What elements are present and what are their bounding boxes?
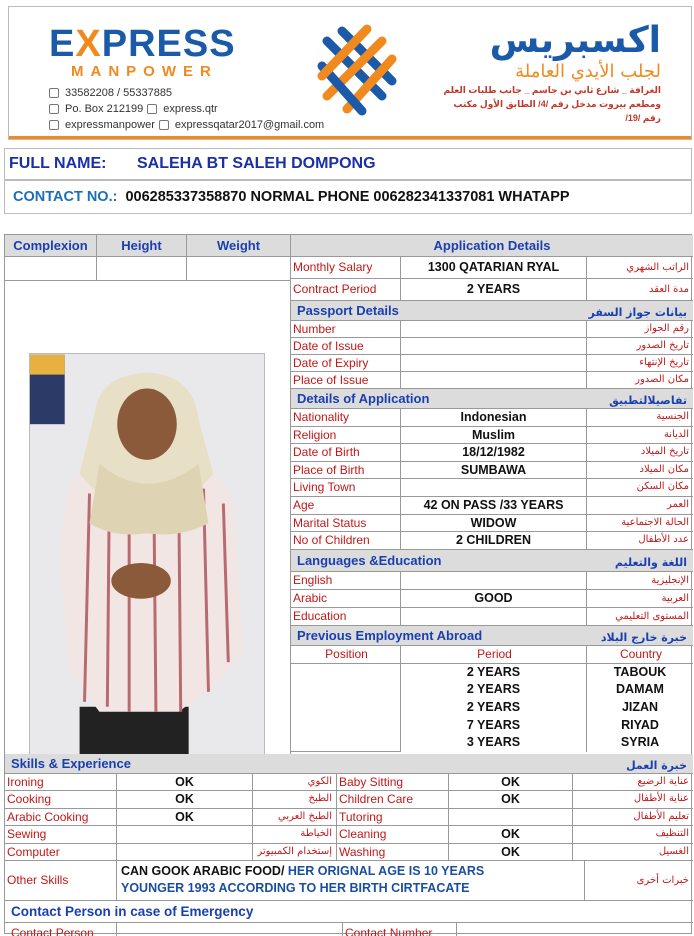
- details-row-label-ar: تاريخ الميلاد: [587, 444, 693, 462]
- other-skills-birth-note: YOUNGER 1993 ACCORDING TO HER BIRTH CIRTFACATE: [121, 881, 470, 895]
- company-contacts: [49, 85, 324, 133]
- passport-section-title-ar: بيانات جواز السفر: [588, 306, 687, 319]
- languages-section-title-ar: اللغة والتعليم: [614, 555, 687, 569]
- application-row-label: Contract Period: [291, 279, 401, 301]
- arabic-address-2: ومطعم بيروت مدخل رقم /4/ الطابق الأول مكتب رقم /19/: [453, 99, 661, 123]
- details-section: [291, 389, 693, 409]
- employment-country-header: Country: [587, 646, 693, 664]
- company-email: expressqatar2017@gmail.com: [174, 119, 325, 131]
- details-row-label: Nationality: [291, 409, 401, 427]
- details-section-title-ar: تفاصيلالتطبيق: [609, 394, 687, 407]
- employment-country: RIYAD: [621, 717, 659, 732]
- passport-row-label-ar: مكان الصدور: [587, 372, 693, 389]
- passport-row-value: [401, 372, 587, 389]
- details-row-label-ar: العمر: [587, 497, 693, 515]
- passport-section: [291, 301, 693, 321]
- applicant-photo: [29, 353, 265, 755]
- cv-table: [4, 234, 692, 934]
- email-icon: [159, 120, 169, 130]
- mailbox-icon: [49, 104, 59, 114]
- passport-row-value: [401, 321, 587, 338]
- company-pobox: Po. Box 212199: [65, 103, 144, 115]
- skill-value: [117, 826, 253, 843]
- skills-title-ar: خبرة العمل: [626, 759, 687, 772]
- skill-label-2: Tutoring: [337, 809, 449, 826]
- employment-period: 7 YEARS: [401, 717, 587, 735]
- skill-label-2-ar: التنظيف: [573, 826, 693, 843]
- details-row-value: Indonesian: [401, 409, 587, 427]
- skill-value: OK: [117, 791, 253, 808]
- application-row-label-ar: الراتب الشهري: [587, 257, 693, 279]
- skill-label: Sewing: [5, 826, 117, 843]
- weight-value: [187, 257, 291, 281]
- employment-section: [291, 626, 693, 646]
- company-web: express.qtr: [163, 103, 218, 115]
- other-skills-label-ar: خبرات أخرى: [585, 861, 693, 901]
- details-row-label-ar: عدد الأطفال: [587, 532, 693, 550]
- header-divider: [9, 136, 691, 139]
- passport-row-label: Date of Issue: [291, 338, 401, 355]
- other-skills-text: [117, 861, 585, 901]
- company-emblem-icon: [312, 21, 402, 121]
- employment-period-header: Period: [401, 646, 587, 664]
- employment-country: SYRIA: [620, 735, 660, 750]
- languages-row-label: Arabic: [291, 590, 401, 608]
- passport-row-label: Number: [291, 321, 401, 338]
- contact-row: [4, 180, 692, 214]
- full-name-label: FULL NAME:: [9, 155, 107, 172]
- languages-row-value: [401, 608, 587, 626]
- skill-label: Computer: [5, 844, 117, 861]
- contact-label: CONTACT NO.:: [13, 189, 118, 205]
- skills-title: Skills & Experience: [11, 756, 131, 771]
- details-row-label-ar: الحالة الاجتماعية: [587, 515, 693, 533]
- contact-value: 006285337358870 NORMAL PHONE 006282341337081 WHATAPP: [125, 189, 570, 205]
- employment-country: TABOUK: [613, 664, 667, 679]
- employment-country: JIZAN: [621, 700, 659, 714]
- application-details-header: Application Details: [291, 235, 693, 257]
- arabic-address-1: الغرافة _ شارع ثاني بن جاسم _ جانب طلبات العلم: [443, 85, 661, 95]
- employment-period: 2 YEARS: [401, 664, 587, 682]
- application-row-label: Monthly Salary: [291, 257, 401, 279]
- skill-value-2: OK: [449, 774, 573, 791]
- skill-label: Ironing: [5, 774, 117, 791]
- employment-section-title: Previous Employment Abroad: [297, 627, 483, 643]
- details-row-label: Date of Birth: [291, 444, 401, 462]
- passport-row-label: Place of Issue: [291, 372, 401, 389]
- skill-value: OK: [117, 809, 253, 826]
- passport-row-label-ar: رقم الجواز: [587, 321, 693, 338]
- employment-position-cell: [291, 664, 401, 752]
- languages-row-label-ar: العربية: [587, 590, 693, 608]
- skill-label-2-ar: تعليم الأطفال: [573, 809, 693, 826]
- instagram-icon: [49, 120, 59, 130]
- skill-value-2: OK: [449, 844, 573, 861]
- skills-section: [5, 754, 693, 774]
- skill-label-ar: الطبخ: [253, 791, 337, 808]
- details-row-label: Living Town: [291, 479, 401, 497]
- height-value: [97, 257, 187, 281]
- arabic-logo-title: اكسبريس: [489, 20, 661, 61]
- employment-section-title-ar: خبرة خارج البلاد: [600, 630, 687, 644]
- emergency-person-label: Contact Person: [5, 923, 117, 936]
- skill-value-2: OK: [449, 826, 573, 843]
- skill-value-2: OK: [449, 791, 573, 808]
- details-row-label-ar: مكان الميلاد: [587, 462, 693, 480]
- skill-label-ar: إستخدام الكمبيوتر: [253, 844, 337, 861]
- complexion-value: [5, 257, 97, 281]
- letterhead: [8, 6, 692, 140]
- details-row-value: 2 CHILDREN: [401, 532, 587, 550]
- details-row-label: Marital Status: [291, 515, 401, 533]
- skill-label: Cooking: [5, 791, 117, 808]
- skill-label-2-ar: عناية الأطفال: [573, 791, 693, 808]
- details-row-label: Place of Birth: [291, 462, 401, 480]
- skill-label-ar: الطبخ العربي: [253, 809, 337, 826]
- employment-period: 2 YEARS: [401, 699, 587, 717]
- passport-row-value: [401, 338, 587, 355]
- details-row-label-ar: الديانة: [587, 427, 693, 445]
- passport-row-value: [401, 355, 587, 372]
- details-row-label-ar: مكان السكن: [587, 479, 693, 497]
- application-row-label-ar: مدة العقد: [587, 279, 693, 301]
- languages-row-label: Education: [291, 608, 401, 626]
- skill-value: OK: [117, 774, 253, 791]
- other-skills-age-note: HER ORIGNAL AGE IS 10 YEARS: [284, 864, 485, 878]
- details-row-value: WIDOW: [401, 515, 587, 533]
- application-row-value: 1300 QATARIAN RYAL: [401, 257, 587, 279]
- emergency-title: Contact Person in case of Emergency: [5, 901, 693, 923]
- arabic-logo-sub: لجلب الأيدي العاملة: [515, 61, 661, 82]
- skill-value: [117, 844, 253, 861]
- other-skills-label: Other Skills: [5, 861, 117, 901]
- facebook-icon: [147, 104, 157, 114]
- passport-row-label-ar: تاريخ الصدور: [587, 338, 693, 355]
- skill-label-ar: الخياطة: [253, 826, 337, 843]
- company-phone: 33582208 / 55337885: [65, 87, 173, 99]
- details-row-value: [401, 479, 587, 497]
- other-skills-food: CAN GOOK ARABIC FOOD/: [121, 864, 285, 878]
- logo-text-e: E: [49, 23, 76, 65]
- skill-label: Arabic Cooking: [5, 809, 117, 826]
- languages-row-value: GOOD: [401, 590, 587, 608]
- details-row-label-ar: الجنسية: [587, 409, 693, 427]
- details-row-value: SUMBAWA: [401, 462, 587, 480]
- details-row-value: 42 ON PASS /33 YEARS: [401, 497, 587, 515]
- employment-period: 3 YEARS: [401, 734, 587, 752]
- skill-label-ar: الكوي: [253, 774, 337, 791]
- height-header: Height: [97, 235, 187, 257]
- skill-label-2: Cleaning: [337, 826, 449, 843]
- details-row-value: Muslim: [401, 427, 587, 445]
- details-row-label: No of Children: [291, 532, 401, 550]
- phone-icon: [49, 88, 59, 98]
- skill-label-2: Washing: [337, 844, 449, 861]
- skill-label-2-ar: الغسيل: [573, 844, 693, 861]
- languages-row-label-ar: الإنجليزية: [587, 572, 693, 590]
- languages-row-label: English: [291, 572, 401, 590]
- full-name-value: SALEHA BT SALEH DOMPONG: [137, 155, 376, 172]
- application-row-value: 2 YEARS: [401, 279, 587, 301]
- logo-manpower: MANPOWER: [71, 63, 218, 80]
- emergency-person-value: [117, 923, 343, 936]
- arabic-logo: [441, 21, 661, 125]
- company-social: expressmanpower: [65, 119, 155, 131]
- weight-header: Weight: [187, 235, 291, 257]
- emergency-number-label: Contact Number: [343, 923, 457, 936]
- full-name-row: [4, 148, 692, 180]
- logo-text-x: X: [75, 23, 102, 65]
- skill-value-2: [449, 809, 573, 826]
- passport-row-label-ar: تاريخ الإنتهاء: [587, 355, 693, 372]
- employment-position-header: Position: [291, 646, 401, 664]
- express-logo: [49, 25, 249, 81]
- employment-period: 2 YEARS: [401, 681, 587, 699]
- languages-row-value: [401, 572, 587, 590]
- emergency-number-value: [457, 923, 693, 936]
- logo-text-press: PRESS: [101, 23, 236, 65]
- skill-label-2: Children Care: [337, 791, 449, 808]
- skill-label-2-ar: عناية الرضيع: [573, 774, 693, 791]
- details-row-value: 18/12/1982: [401, 444, 587, 462]
- skill-label-2: Baby Sitting: [337, 774, 449, 791]
- languages-section: [291, 550, 693, 572]
- details-section-title: Details of Application: [297, 391, 430, 406]
- passport-row-label: Date of Expiry: [291, 355, 401, 372]
- passport-section-title: Passport Details: [297, 303, 399, 318]
- languages-section-title: Languages &Education: [297, 552, 442, 568]
- photo-cell: [5, 281, 291, 755]
- employment-country: DAMAM: [616, 682, 664, 697]
- languages-row-label-ar: المستوى التعليمي: [587, 608, 693, 626]
- details-row-label: Age: [291, 497, 401, 515]
- details-row-label: Religion: [291, 427, 401, 445]
- complexion-header: Complexion: [5, 235, 97, 257]
